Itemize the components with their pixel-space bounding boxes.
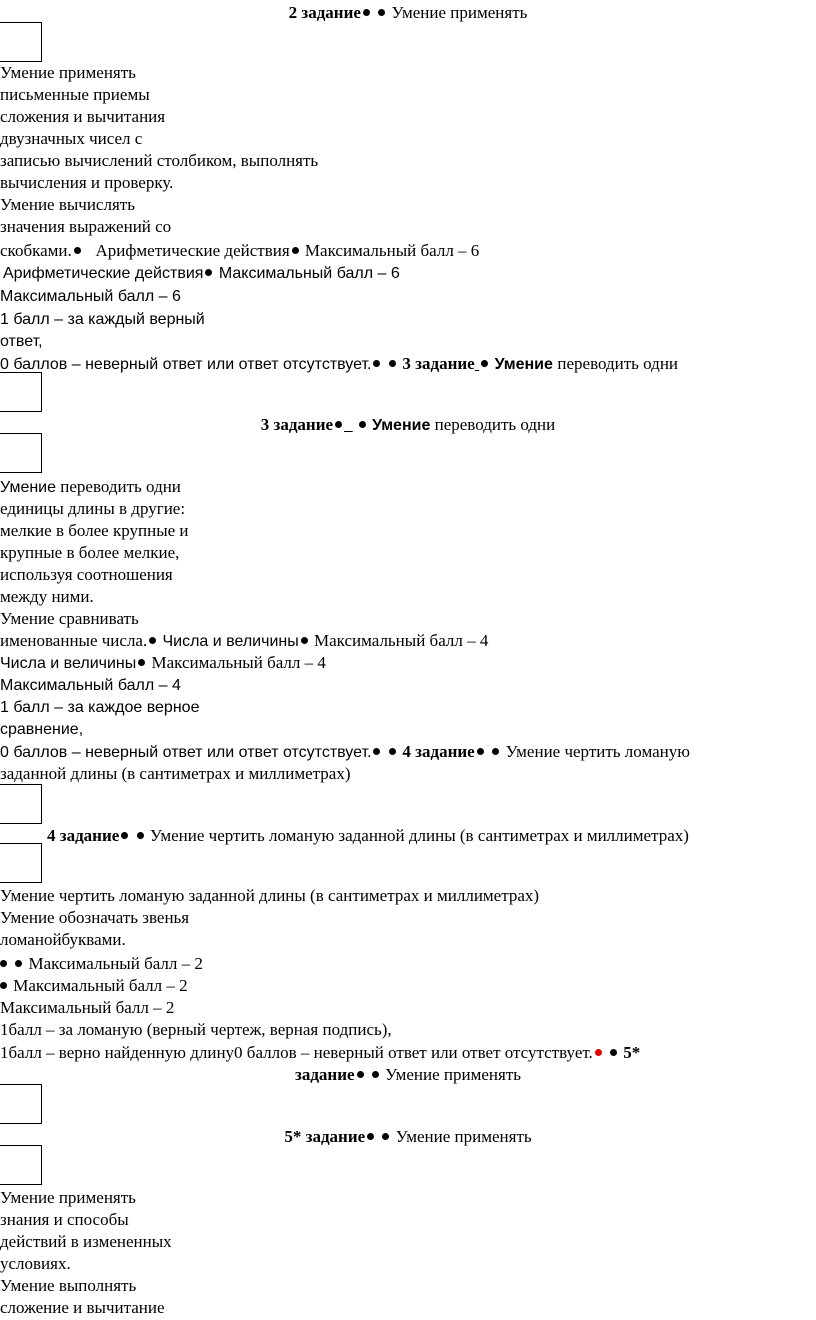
task2-heading: 2 задание Умение применять (288, 3, 528, 22)
bullet-icon (372, 1071, 379, 1078)
text-line: используя соотношения (0, 565, 173, 584)
task5-heading-wrap: задание Умение применять (294, 1065, 521, 1084)
text-line: Умение применять (0, 1188, 136, 1207)
bullet-icon (335, 421, 342, 428)
bullet-icon (378, 9, 385, 16)
text-line: действий в измененных (0, 1232, 172, 1251)
text-line: ломанойбуквами. (0, 930, 126, 949)
bullet-icon (205, 269, 212, 276)
bullet-icon (481, 360, 488, 367)
red-bullet-icon (595, 1049, 602, 1056)
task5-heading: 5* задание Умение применять (284, 1127, 532, 1146)
bullet-icon (138, 659, 145, 666)
text-line: 1балл – за ломаную (верный чертеж, верная подпись), (0, 1020, 392, 1039)
text-line: Максимальный балл – 2 (0, 953, 203, 975)
answer-box[interactable] (0, 1084, 42, 1124)
text-line: между ними. (0, 587, 94, 606)
bullet-icon (121, 832, 128, 839)
answer-box[interactable] (0, 843, 42, 883)
bullet-icon (382, 1133, 389, 1140)
text-line: 0 баллов – неверный ответ или ответ отсутствует. 4 задание Умение чертить ломаную (0, 742, 690, 761)
bullet-icon (0, 960, 7, 967)
bullet-icon (610, 1049, 617, 1056)
text-line: 1балл – верно найденную длину0 баллов – неверный ответ или ответ отсутствует. 5* (0, 1043, 641, 1062)
text-line: Максимальный балл – 2 (0, 975, 188, 997)
text-line: Умение обозначать звенья (0, 908, 190, 927)
text-line: записью вычислений столбиком, выполнять (0, 151, 319, 170)
text-line: скобками. Арифметические действия Максимальный балл – 6 (0, 241, 480, 260)
bullet-icon (477, 748, 484, 755)
answer-box[interactable] (0, 22, 42, 62)
text-line: Умение сравнивать (0, 609, 139, 628)
answer-box[interactable] (0, 433, 42, 473)
text-line: Максимальный балл – 2 (0, 998, 175, 1017)
text-line: вычисления и проверку. (0, 173, 174, 192)
bullet-icon (367, 1133, 374, 1140)
text-line: значения выражений со (0, 217, 172, 236)
text-line: двузначных чисел с (0, 129, 143, 148)
text-line: 1 балл – за каждый верный (0, 311, 205, 328)
bullet-icon (149, 637, 156, 644)
text-line: единицы длины в другие: (0, 499, 186, 518)
text-line: Умение применять (0, 63, 136, 82)
bullet-icon (15, 960, 22, 967)
bullet-icon (0, 982, 7, 989)
text-line: Максимальный балл – 4 (0, 677, 181, 694)
answer-box[interactable] (0, 784, 42, 824)
task4-heading: 4 задание Умение чертить ломаную заданной длины (в сантиметрах и миллиметрах) (47, 826, 689, 845)
bullet-icon (373, 748, 380, 755)
text-line: крупные в более мелкие, (0, 543, 180, 562)
text-line: Умение выполнять (0, 1276, 137, 1295)
text-line: Числа и величины Максимальный балл – 4 (0, 653, 326, 672)
bullet-icon (74, 247, 81, 254)
bullet-icon (359, 421, 366, 428)
text-line: мелкие в более крупные и (0, 521, 189, 540)
bullet-icon (292, 247, 299, 254)
text-line: сравнение, (0, 721, 84, 738)
text-line: сложения и вычитания (0, 107, 166, 126)
bullet-icon (492, 748, 499, 755)
bullet-icon (373, 360, 380, 367)
text-line: знания и способы (0, 1210, 129, 1229)
text-line: Умение чертить ломаную заданной длины (в сантиметрах и миллиметрах) (0, 886, 540, 905)
bullet-icon (389, 360, 396, 367)
text-line: условиях. (0, 1254, 71, 1273)
answer-box[interactable] (0, 1145, 42, 1185)
bullet-icon (357, 1071, 364, 1078)
text-line: сложение и вычитание (0, 1298, 165, 1317)
task3-heading: 3 задание _ Умение переводить одни (260, 415, 556, 434)
bullet-icon (389, 748, 396, 755)
text-line: 1 балл – за каждое верное (0, 699, 200, 716)
text-line: Умение вычислять (0, 195, 135, 214)
text-line: письменные приемы (0, 85, 150, 104)
text-line: заданной длины (в сантиметрах и миллиметрах) (0, 764, 351, 783)
bullet-icon (363, 9, 370, 16)
text-line: Умение переводить одни (0, 477, 181, 496)
bullet-icon (137, 832, 144, 839)
bullet-icon (301, 637, 308, 644)
text-line: именованные числа. Числа и величины Максимальный балл – 4 (0, 631, 489, 650)
answer-box[interactable] (0, 372, 42, 412)
text-line: 0 баллов – неверный ответ или ответ отсутствует. 3 задание Умение переводить одни (0, 354, 679, 373)
text-line: Максимальный балл – 6 (0, 288, 181, 305)
text-line: ответ, (0, 333, 43, 350)
text-line: Арифметические действия Максимальный балл – 6 (3, 265, 400, 282)
